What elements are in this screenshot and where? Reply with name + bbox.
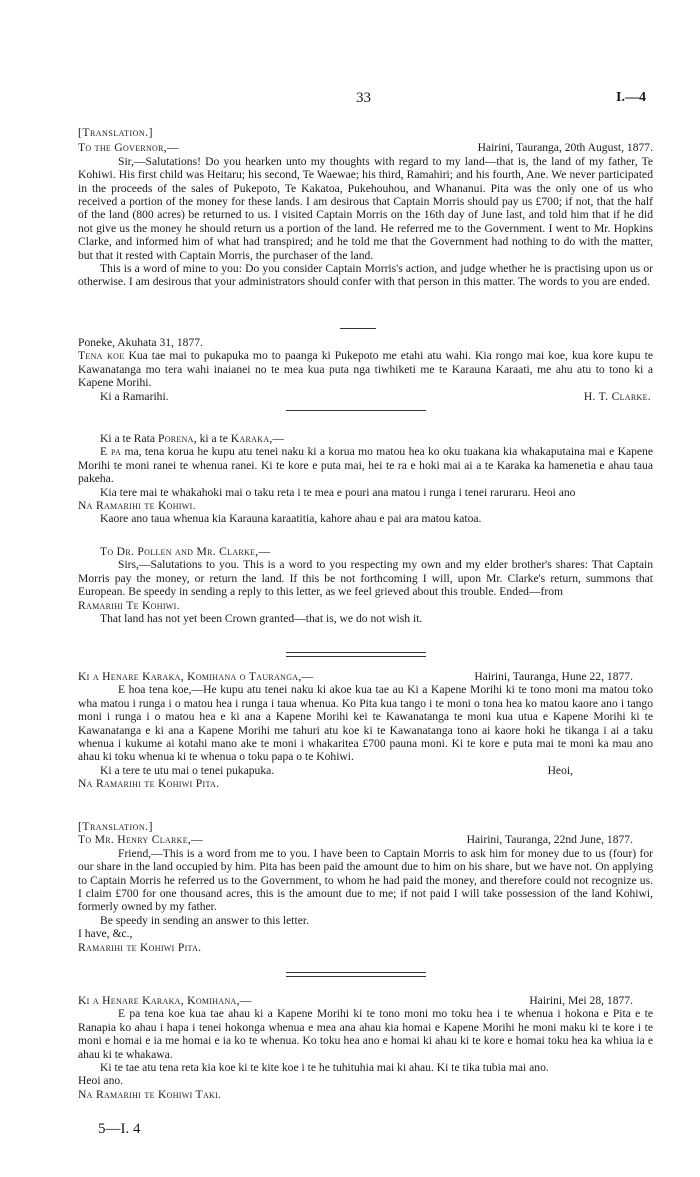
signature: H. T. Clarke. [583, 389, 651, 403]
document-reference: I.—4 [616, 90, 646, 105]
addressee: Ki a te Rata [100, 432, 158, 445]
closing: Heoi ano. [78, 1074, 124, 1088]
closing: Heoi, [547, 763, 573, 777]
letter-to-henare-karaka-may [78, 994, 653, 1101]
signature: Na Ramarihi te Kohiwi Taki. [78, 1087, 222, 1101]
page-number: 33 [356, 90, 371, 106]
letter-body: E pa tena koe kua tae ahau ki a Kapene Morihi ki te tono moni mo toku hea i te whenua i hokona e Pita e te Ranapia ko ahau i hapa i tenei hokonga whenua e mea ana ahau kia homai e Kapene Morihi he moni maku ki te kore i te moni e homai e ia me homai e ia ko te whenua. Ko toku hea ano e homai ki ahau ki te kore e homai toku hea ka whiua ia e ahau ki te whakawa. [78, 1007, 653, 1061]
letter-to-henare-karaka-june [78, 670, 653, 791]
separator-rule [286, 410, 426, 411]
letter-body: ma, tena korua he kupu atu tenei naku ki a korua mo matou hea ko oku tuakana kia whakaputaina mai e Kapene Morihi te moni ranei te whenua ranei. Ki te kore e puta mai, hei te ra e hoki mai ai a te Karaka ka hamenetia e ahau taua pakeha. [78, 445, 653, 486]
letter-body: Ki te tae atu tena reta kia koe ki te kite koe i te he tuhituhia mai ki ahau. Ki te tika tubia mai ano. [100, 1061, 549, 1075]
addressee: Ki a Henare Karaka, Komihana,— [78, 994, 252, 1007]
place-date: Hairini, Tauranga, 22nd June, 1877. [466, 833, 633, 847]
translation-caption: [Translation.] [78, 126, 153, 139]
letter-to-pollen-clarke-maori: Ki a te Rata Porena, ki a te Karaka,— E pa ma, tena korua he kupu atu tenei naku ki a korua mo matou hea ko oku tuakana kia whakaputaina mai e Kapene Morihi te moni ranei te whenua ranei. Ki te kore e puta mai, hei te ra e hoki mai ai a te Karaka ka hamenetia e ahau taua pakeha. Kia tere mai te whakahoki mai o taku reta i te mea e pouri ana matou i runga i tenei raruraru. Heoi ano Na Ramarihi te Kohiwi. Kaore ano taua whenua kia Karauna karaatitia, kahore ahau e pai ara matou katoa. [78, 432, 653, 526]
addressee: To Mr. Henry Clarke,— [78, 833, 203, 847]
signature: Ramarihi Te Kohiwi. [78, 598, 180, 612]
greeting: E pa [100, 445, 122, 459]
letter-body: E hoa tena koe,—He kupu atu tenei naku ki akoe kua tae au Ki a Kapene Morihi ki te tono moni ma matou toko wha matou i runga i o matou hea i runga i taua whenua. Ko Pita kua tango i te moni o tona hea ko matou kaore ano i tango moni i runga i o matou hea e ki ana a Kapene Morihi kei te Kawanatanga te moni kua utua e Kapene Morihi ki te Kawanatanga e ki ana a Kapene Morihi me tahuri atu koe ki te Kawanatanga tono ai kaore hoki he tikanga i ai a taku whenua i kukume ai kotahi mano ake te moni i whakaritea £700 pauna moni. Ki te kore e puta mai te moni ka mau ano ahau ki toku whenua ki te whenua o toku papa o te Kohiwi. [78, 683, 653, 764]
signature: Ramarihi te Kohiwi Pita. [78, 940, 202, 954]
letter-body: Sirs,—Salutations to you. This is a word to you respecting my own and my elder brother's shares: That Captain Morris pay the money, or return the land. If this be not forthcoming I will, upon Mr. Clarke's return, summons that European. Be speedy in sending a reply to this letter, as we feel grieved about this trouble. Ended—from [78, 558, 653, 599]
addressee: Ki a Henare Karaka, Komihana o Tauranga,— [78, 670, 314, 683]
letter-body: Friend,—This is a word from me to you. I have been to Captain Morris to ask him for money due to us (four) for our share in the land occupied by him. Pita has been paid the amount due to him on his share, but we have not. On applying to Captain Morris he referred us to the Government, to whom he had paid the money, and therefore could not recognize us. I claim £700 for one thousand acres, this is the amount due to me; if not paid I will take possession of the land Kohiwi, formerly owned by my father. [78, 846, 653, 914]
letter-body: This is a word of mine to you: Do you consider Captain Morris's action, and judge whether he is practising upon us or otherwise. I am desirous that your administrators should confer with that person in this matter. The words to you are ended. [78, 262, 653, 289]
recipient: Ki a Ramarihi. [100, 389, 169, 403]
signature: Na Ramarihi te Kohiwi Pita. [78, 777, 220, 791]
closing-line: Be speedy in sending an answer to this letter. [100, 913, 309, 927]
signature: Na Ramarihi te Kohiwi. [78, 499, 196, 513]
printer-signature-mark: 5—I. 4 [98, 1121, 141, 1137]
double-separator-rule [286, 652, 426, 657]
double-separator-rule [286, 972, 426, 977]
addressee: To the Governor,— [78, 141, 179, 155]
place-date: Hairini, Tauranga, 20th August, 1877. [477, 141, 653, 155]
letter-body: Sir,—Salutations! Do you hearken unto my thoughts with regard to my land—that is, the land of my father, Te Kohiwi. His first child was Heitaru; his second, Te Waewae; his third, Ramahiri; and his fourth, Ane. We never participated in the proceeds of the sales of Pukepoto, Te Kakatoa, Pukehouhou, and Whananui. Pita was the only one of us who received a portion of the money for these lands. I am desirous that Captain Morris should pay us £700; if not, that the half of the land (800 acres) be returned to us. I visited Captain Morris on the 16th day of June last, and told him that if he did not give us the money he should return us a portion of the land. He referred me to the Government. I went to Mr. Hopkins Clarke, and informed him of what had transpired; and he told me that the Government had nothing to do with the matter, but that it rested with Captain Morris, the purchaser of the land. [78, 154, 653, 262]
postscript: That land has not yet been Crown granted—that is, we do not wish it. [100, 612, 423, 626]
letter-clarke-reply [78, 336, 653, 403]
closing: I have, &c., [78, 927, 133, 941]
postscript: Kaore ano taua whenua kia Karauna karaatitia, kahore ahau e pai ara matou katoa. [100, 512, 482, 526]
closing-line: Ki a tere te utu mai o tenei pukapuka. [100, 763, 275, 777]
separator-rule [340, 328, 376, 329]
place-date: Hairini, Mei 28, 1877. [529, 994, 633, 1007]
greeting: Tena koe [78, 349, 125, 363]
letter-to-governor [78, 126, 653, 289]
place-date: Hairini, Tauranga, Hune 22, 1877. [474, 670, 633, 683]
addressee: To Dr. Pollen and Mr. Clarke,— [100, 545, 271, 558]
translation-caption: [Translation.] [78, 820, 153, 833]
letter-body: Kua tae mai to pukapuka mo to paanga ki Pukepoto me etahi atu wahi. Kia rongo mai koe, kua kore kupu te Kawanatanga mo tera wahi inaianei no te mea kua puta nga tiwhiketi me te Karauna Karaati, me ahu atu to tono ki a Kapene Morihi. [78, 349, 653, 390]
letter-to-pollen-clarke-translation [78, 545, 653, 625]
place-date: Poneke, Akuhata 31, 1877. [78, 336, 203, 349]
letter-body: Kia tere mai te whakahoki mai o taku reta i te mea e pouri ana matou i runga i tenei raruraru. Heoi ano [100, 485, 576, 499]
letter-to-henry-clarke [78, 820, 653, 954]
